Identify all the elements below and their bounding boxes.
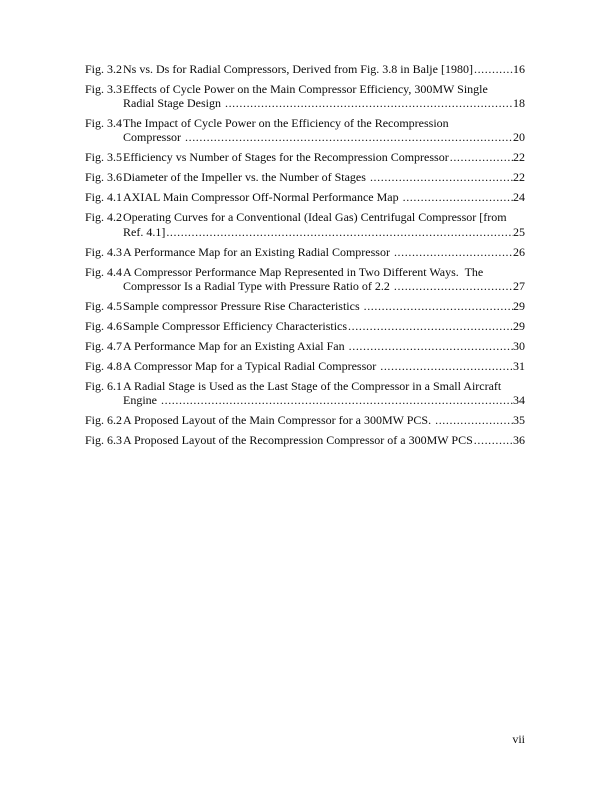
figure-title-line: Operating Curves for a Conventional (Ideal Gas) Centrifugal Compressor [from [123, 210, 507, 225]
figure-label: Fig. 4.6 [85, 318, 123, 333]
dot-leader [185, 130, 513, 144]
figure-entry [85, 190, 525, 204]
figure-entry-body [123, 245, 525, 259]
figure-title-lastline-text: Ref. 4.1] [123, 224, 166, 239]
figures-list [85, 62, 525, 453]
figure-entry-body [123, 379, 525, 407]
figure-label: Fig. 4.4 [85, 264, 123, 279]
figure-entry-body [123, 359, 525, 373]
figure-label: Fig. 6.3 [85, 433, 123, 448]
dot-leader [450, 150, 513, 164]
figure-lastline [123, 279, 525, 293]
figure-entry [85, 245, 525, 259]
page-ref: 31 [513, 358, 525, 373]
figure-entry-body [123, 265, 525, 293]
figure-entry [85, 299, 525, 313]
page-ref: 24 [513, 190, 525, 205]
figure-title-lastline-text: Compressor Is a Radial Type with Pressure Ratio of 2.2 [123, 278, 393, 293]
figure-entry-body [123, 150, 525, 164]
figure-title-lastline-text: A Performance Map for an Existing Radial Compressor [123, 244, 393, 259]
figure-lastline [123, 245, 525, 259]
page-ref: 26 [513, 244, 525, 259]
page-ref: 29 [513, 318, 525, 333]
figure-entry [85, 319, 525, 333]
figure-entry-body [123, 62, 525, 76]
dot-leader [161, 393, 513, 407]
dot-leader [370, 170, 513, 184]
figure-label: Fig. 6.2 [85, 413, 123, 428]
dot-leader [403, 190, 513, 204]
figure-lastline [123, 319, 525, 333]
figure-label: Fig. 3.5 [85, 150, 123, 165]
figure-lastline [123, 225, 525, 239]
figure-title-lastline-text: A Proposed Layout of the Main Compressor for a 300MW PCS. [123, 413, 435, 428]
figure-label: Fig. 3.3 [85, 82, 123, 96]
figure-lastline [123, 299, 525, 313]
figure-lastline [123, 413, 525, 427]
figure-label: Fig. 4.7 [85, 338, 123, 353]
figure-title-lastline-text: Compressor [123, 130, 184, 145]
page-ref: 16 [513, 62, 525, 76]
dot-leader [349, 339, 513, 353]
figure-title-line: A Compressor Performance Map Represented in Two Different Ways. The [123, 264, 484, 279]
figure-label: Fig. 4.3 [85, 244, 123, 259]
figure-entry [85, 62, 525, 76]
page-ref: 20 [513, 130, 525, 145]
figure-label: Fig. 4.8 [85, 358, 123, 373]
figure-label: Fig. 3.4 [85, 116, 123, 131]
dot-leader [348, 319, 513, 333]
figure-label: Fig. 3.6 [85, 170, 123, 185]
figure-entry [85, 359, 525, 373]
figure-lastline [123, 393, 525, 407]
page-ref: 25 [513, 224, 525, 239]
figure-title-lastline-text: A Performance Map for an Existing Axial Fan [123, 338, 348, 353]
figure-label: Fig. 6.1 [85, 378, 123, 393]
figure-title-lastline-text: Sample compressor Pressure Rise Characteristics [123, 298, 363, 313]
figure-entry-body [123, 319, 525, 333]
figure-lastline [123, 96, 525, 110]
figure-label: Fig. 4.5 [85, 298, 123, 313]
figure-lastline [123, 170, 525, 184]
figure-title-lastline-text: Radial Stage Design [123, 96, 224, 111]
dot-leader [394, 245, 513, 259]
figure-entry [85, 339, 525, 353]
dot-leader [394, 279, 513, 293]
figure-label: Fig. 4.1 [85, 190, 123, 205]
figure-lastline [123, 62, 525, 76]
figure-title-lastline-text: AXIAL Main Compressor Off-Normal Performance Map [123, 190, 402, 205]
figure-entry-body [123, 116, 525, 144]
figure-title-lastline-text: Sample Compressor Efficiency Characteristics [123, 318, 348, 333]
figure-entry [85, 433, 525, 447]
figure-lastline [123, 130, 525, 144]
figure-label: Fig. 3.2 [85, 62, 123, 76]
figure-entry-body [123, 299, 525, 313]
page-ref: 22 [513, 150, 525, 165]
figure-lastline [123, 433, 525, 447]
dot-leader [435, 413, 513, 427]
dot-leader [225, 96, 513, 110]
page-ref: 35 [513, 413, 525, 428]
page-ref: 27 [513, 278, 525, 293]
figure-entry [85, 150, 525, 164]
dot-leader [474, 62, 513, 76]
figure-title-line: Effects of Cycle Power on the Main Compressor Efficiency, 300MW Single [123, 82, 488, 96]
figure-entry-body [123, 339, 525, 353]
page-ref: 22 [513, 170, 525, 185]
figure-entry-body [123, 82, 525, 110]
page-number-folio: vii [512, 732, 525, 746]
figure-entry [85, 265, 525, 293]
figure-lastline [123, 190, 525, 204]
figure-lastline [123, 150, 525, 164]
figure-entry [85, 210, 525, 238]
page-ref: 18 [513, 96, 525, 111]
figure-title-lastline-text: Engine [123, 393, 160, 408]
figure-entry [85, 82, 525, 110]
dot-leader [166, 225, 513, 239]
figure-title-lastline-text: A Compressor Map for a Typical Radial Compressor [123, 358, 380, 373]
dot-leader [474, 433, 513, 447]
figure-entry [85, 170, 525, 184]
figure-entry-body [123, 170, 525, 184]
page-ref: 30 [513, 338, 525, 353]
figure-title-line: The Impact of Cycle Power on the Efficiency of the Recompression [123, 116, 449, 131]
figure-entry [85, 379, 525, 407]
figure-title-line: A Radial Stage is Used as the Last Stage of the Compressor in a Small Aircraft [123, 378, 502, 393]
figure-entry-body [123, 210, 525, 238]
page-ref: 34 [513, 393, 525, 408]
figure-label: Fig. 4.2 [85, 210, 123, 225]
page-ref: 36 [513, 433, 525, 448]
figure-entry [85, 116, 525, 144]
figure-entry [85, 413, 525, 427]
page-ref: 29 [513, 298, 525, 313]
dot-leader [364, 299, 513, 313]
figure-entry-body [123, 190, 525, 204]
figure-lastline [123, 339, 525, 353]
figure-entry-body [123, 413, 525, 427]
figure-title-lastline-text: A Proposed Layout of the Recompression Compressor of a 300MW PCS [123, 433, 473, 448]
figure-lastline [123, 359, 525, 373]
figure-title-lastline-text: Ns vs. Ds for Radial Compressors, Derived from Fig. 3.8 in Balje [1980] [123, 62, 473, 76]
figure-entry-body [123, 433, 525, 447]
figure-title-lastline-text: Efficiency vs Number of Stages for the Recompression Compressor [123, 150, 449, 165]
figure-title-lastline-text: Diameter of the Impeller vs. the Number of Stages [123, 170, 369, 185]
dot-leader [380, 359, 513, 373]
